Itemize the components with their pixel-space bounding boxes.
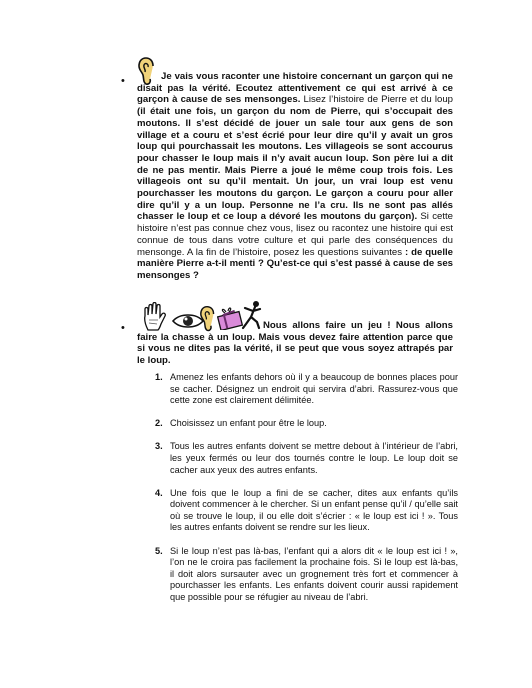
step-item bbox=[155, 488, 458, 534]
step-text: Une fois que le loup a fini de se cacher, dites aux enfants qu’ils doivent commencer à le chercher. Si un enfant pense qu’il / qu’elle sait où se trouve le loup, il ou elle doit s’écrier : « le loup est ici ! ». Tous les autres enfants doivent se rendre sur les lieux. bbox=[170, 487, 458, 533]
intro-text: Je vais vous raconter une histoire concernant un garçon qui ne disait pas la vérité. Ecoutez attentivement ce qui est arrivé à ce garçon à cause de ses mensonges. bbox=[137, 71, 453, 106]
step-text: Si le loup n’est pas là-bas, l’enfant qui a alors dit « le loup est ici ! », l’on ne le croira pas facilement la prochaine fois. Si le loup est là-bas, il doit alors sursauter avec un grognement très fort et commencer à pourchasser les enfants. Les enfants doivent courir aussi rapidement que possible pour se réfugier au niveau de l’abri. bbox=[170, 545, 458, 602]
bullet-2: • bbox=[121, 322, 125, 334]
step-item bbox=[155, 418, 458, 430]
step-number: 3. bbox=[155, 441, 163, 452]
step-item bbox=[155, 546, 458, 604]
step-number: 1. bbox=[155, 372, 163, 382]
game-intro: Nous allons faire un jeu ! Nous allons faire la chasse à un loup. Mais vous devez faire attention parce que si vous ne dites pas la vérité, il se peut que vous soyez attrapés par le loup. bbox=[137, 320, 453, 367]
steps-list bbox=[155, 372, 458, 615]
step-number: 5. bbox=[155, 545, 163, 556]
step-item bbox=[155, 441, 458, 476]
story-paragraph bbox=[137, 71, 453, 282]
questions-text: : de quelle manière Pierre a-t-il menti ? Qu’est-ce qui s’est passé à cause de ses mensonges ? bbox=[137, 246, 453, 281]
story-text: (il était une fois, un garçon du nom de Pierre, qui s’occupait des moutons. Il s’est décidé de jouer un sale tour aux gens de son village et a couru et s’est écrié pour leur dire qu’il y avait un gros loup qui pourchassait les moutons. Les villageois se sont accourus pour chasser le loup mais il n’y avait aucun loup. Son père lui a dit de ne pas mentir. Mais Pierre a joué le même coup trois fois. Les villageois ont su qu’il mentait. Un jour, un vrai loup est venu pourchasser les moutons du garçon. Le garçon a couru pour aller dire qu’il y a un loup. Personne ne l’a cru. Ils ne sont pas allés chasser le loup et ce loup a dévoré les moutons du garçon). bbox=[137, 106, 453, 223]
step-number: 4. bbox=[155, 487, 163, 498]
step-item bbox=[155, 372, 458, 407]
step-text: Amenez les enfants dehors où il y a beaucoup de bonnes places pour se cacher. Désignez un endroit qui servira d’abri. Rassurez-vous que cette zone est clairement délimitée. bbox=[170, 372, 458, 406]
alternative-text: Si cette histoire n’est pas connue chez vous, lisez ou racontez une histoire qui est connue de tous dans votre culture et qui parle des conséquences du mensonge. A la fin de l’histoire, posez les questions suivantes bbox=[137, 211, 453, 258]
step-number: 2. bbox=[155, 418, 163, 429]
step-text: Choisissez un enfant pour être le loup. bbox=[170, 418, 327, 429]
step-text: Tous les autres enfants doivent se mettre debout à l’intérieur de l’abri, les yeux fermés ou leur dos tournés contre le loup. Le loup doit se cacher aux yeux des autres enfants. bbox=[170, 441, 458, 475]
instruction-text: Lisez l’histoire de Pierre et du loup bbox=[300, 94, 453, 106]
bullet-1: • bbox=[121, 75, 125, 87]
